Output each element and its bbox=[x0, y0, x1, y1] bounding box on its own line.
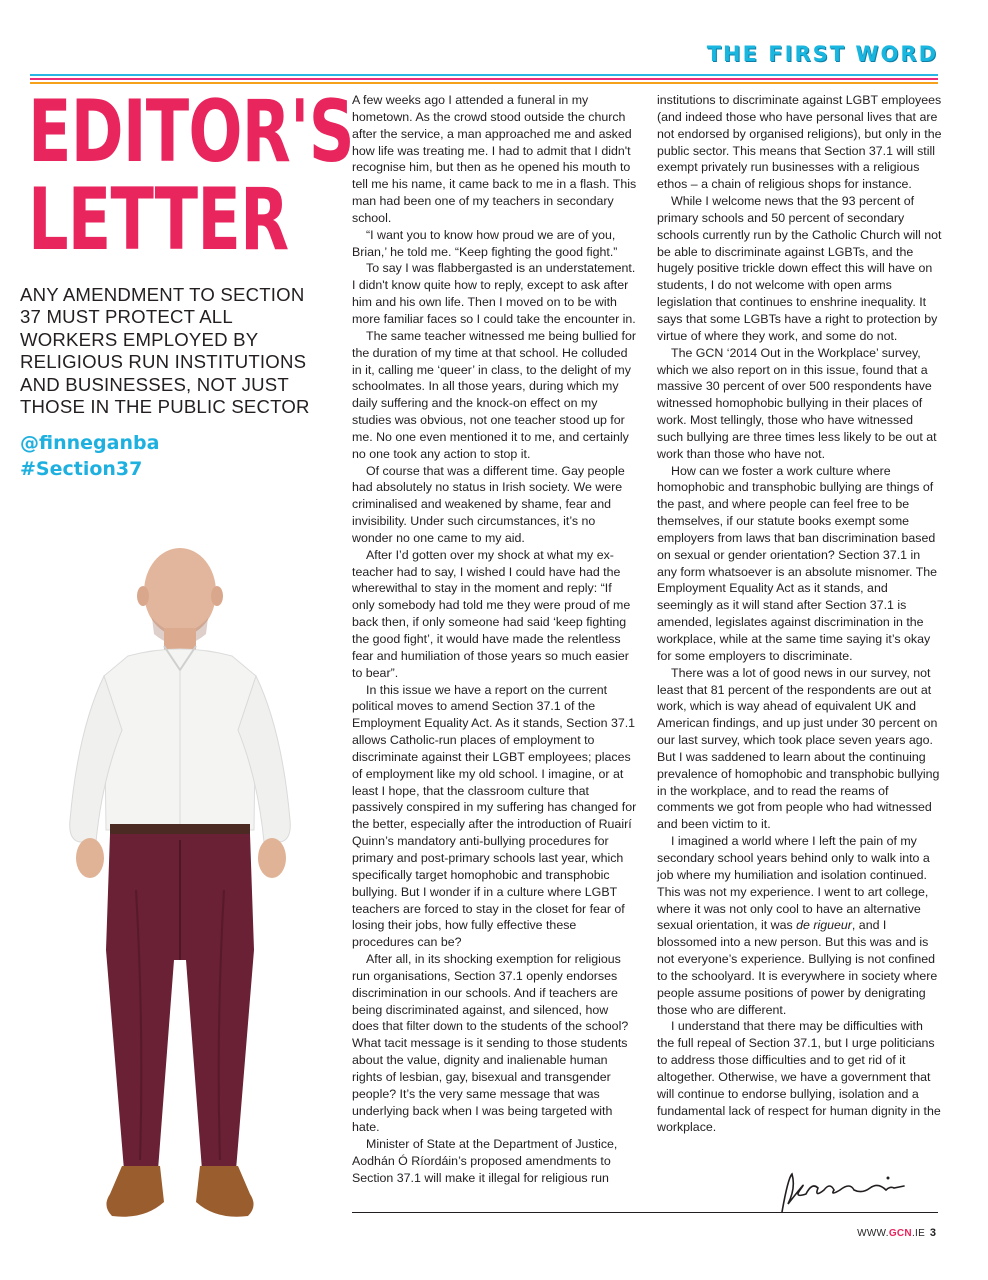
page-footer bbox=[857, 1227, 936, 1239]
title-line-1: EDITOR'S bbox=[28, 82, 354, 182]
article-paragraph: A few weeks ago I attended a funeral in my hometown. As the crowd stood outside the church after the service, a man approached me and asked how life was treating me. I had to admit that I didn't recognise him, but then as he opened his mouth to tell me his name, it came back to me in a flash. This man had been one of my teachers in secondary school. bbox=[352, 93, 637, 225]
header-rule-blue bbox=[30, 74, 938, 76]
page-number: 3 bbox=[929, 1227, 936, 1239]
site-suffix: .IE bbox=[911, 1228, 926, 1239]
standfirst: ANY AMENDMENT TO SECTION 37 MUST PROTECT ALL WORKERS EMPLOYED BY RELIGIOUS RUN INSTITUTIONS AND BUSINESSES, NOT JUST THOSE IN THE PUBLIC SECTOR bbox=[20, 284, 310, 418]
article-paragraph: How can we foster a work culture where homophobic and transphobic bullying are things of the past, and where people can feel free to be themselves, if our statute books exempt some employers from laws that ban discrimination based on sexual or gender orientation? Section 37.1 in any form whatsoever is an absolute misnomer. The Employment Equality Act as it stands, and seemingly as it will stand after Section 37.1 is amended, legislates against discrimination in the workplace, while at the same time saying it’s okay for some employers to discriminate. bbox=[657, 463, 938, 663]
article-body bbox=[352, 92, 942, 1200]
site-brand: GCN bbox=[888, 1228, 912, 1239]
editor-photo bbox=[40, 530, 320, 1265]
article-paragraph: Minister of State at the Department of Justice, Aodhán Ó Ríordáin’s proposed amendments to Section 37.1 will make it illegal for religious run institutions to discriminate against LGBT employees (and indeed those who have personal lives that are not endorsed by organised religions), but only in the public sector. This means that Section 37.1 will still exempt privately run businesses with a religious ethos – a chain of religious shops for instance. bbox=[352, 93, 942, 1185]
article-paragraph: In this issue we have a report on the current political moves to amend Section 37.1 of the Employment Equality Act. As it stands, Section 37.1 allows Catholic-run places of employment to discriminate against their LGBT employees; places of employment like my old school. I imagine, or at least I hope, that the classroom culture that passively conspired in my suffering has changed for the better, especially after the introduction of Ruairí Quinn’s mandatory anti-bullying procedures for primary and post-primary schools last year, which specifically target homophobic and transphobic bullying. But I wonder if in a culture where LGBT teachers are forced to stay in the closet for fear of losing their jobs, how fully effective these procedures can be? bbox=[352, 682, 637, 950]
article-paragraph: I understand that there may be difficulties with the full repeal of Section 37.1, but I urge politicians to address those difficulties and to get rid of it altogether. Otherwise, we have a government that will continue to endorse bullying, isolation and a fundamental lack of respect for human dignity in the workplace. bbox=[657, 1019, 941, 1135]
section-label: THE FIRST WORD bbox=[706, 42, 938, 66]
title-line-2: LETTER bbox=[28, 170, 289, 270]
paragraph-text: I imagined a world where I left the pain of my secondary school years behind only to walk into a job where my humiliation and isolation continued. This was not my experience. I went to art college, where it was not only cool to have an alternative sexual orientation, it was bbox=[657, 834, 930, 933]
site-url bbox=[857, 1228, 925, 1239]
footer-rule bbox=[352, 1212, 938, 1213]
article-paragraph: There was a lot of good news in our survey, not least that 81 percent of the respondents are out at work, which is way ahead of equivalent UK and American findings, and up just under 30 percent on our last survey, which took place seven years ago. But I was saddened to learn about the continuing prevalence of homophobic and transphobic bullying in the workplace, and to read the reams of comments we got from people who had witnessed and been victim to it. bbox=[657, 665, 940, 832]
twitter-handle-link[interactable]: @finneganba bbox=[20, 432, 160, 454]
article-paragraph: “I want you to know how proud we are of you, Brian,’ he told me. “Keep fighting the good fight.” bbox=[352, 227, 618, 259]
editor-signature bbox=[770, 1168, 930, 1218]
article-paragraph bbox=[657, 833, 942, 1018]
article-paragraph: After all, in its shocking exemption for religious run organisations, Section 37.1 openly endorses discrimination in our schools. And if teachers are being discriminated against, and silenced, how does that filter down to the students of the school? What tacit message is it sending to those students about the value, dignity and inalienable human rights of lesbian, gay, bisexual and transgender people? It’s the very same message that was underlying back when I was being targeted with hate. bbox=[352, 952, 629, 1135]
page-title bbox=[28, 82, 354, 270]
hashtag-link[interactable]: #Section37 bbox=[20, 458, 143, 480]
article-paragraph: While I welcome news that the 93 percent of primary schools and 50 percent of secondary schools currently run by the Catholic Church will not be able to discriminate against LGBTs, and the hugely positive trickle down effect this will have on students, I do not welcome with open arms legislation that continues to enshrine inequality. It says that some LGBTs have a right to protection by virtue of where they work, and some do not. bbox=[657, 194, 942, 343]
article-paragraph: To say I was flabbergasted is an understatement. I didn't know quite how to reply, except to ask after him and his own life. Then I moved on to be with more familiar faces so I could take the encounter in. bbox=[352, 261, 636, 326]
article-paragraph: The GCN ‘2014 Out in the Workplace’ survey, which we also report on in this issue, found that a massive 30 percent of over 500 respondents have witnessed homophobic bullying in their places of work. Most tellingly, those who have witnessed such bullying are three times less likely to be out at work than those who have not. bbox=[657, 345, 937, 461]
article-paragraph: After I’d gotten over my shock at what my ex-teacher had to say, I wished I could have had the wherewithal to stay in the moment and reply: “If only somebody had told me they were proud of me back then, if only someone had said ‘keep fighting the good fight’, it would have made the relentless fear and humiliation of those years so much easier to bear”. bbox=[352, 547, 631, 680]
italic-phrase: de rigueur bbox=[796, 918, 852, 933]
article-paragraph: The same teacher witnessed me being bullied for the duration of my time at that school. He colluded in it, calling me ‘queer’ in class, to the delight of my schoolmates. In all those years, during which my daily suffering and the knock-on effect on my studies was obvious, not one teacher stood up for me. No one even mentioned it to me, and certainly no one took any action to stop it. bbox=[352, 328, 636, 461]
paragraph-text-cont: , and I blossomed into a new person. But this was and is not everyone’s experience. Bullying is not confined to the schoolyard. It is everywhere in society where people assume positions of power by denigrating those who are different. bbox=[657, 918, 938, 1017]
article-paragraph: Of course that was a different time. Gay people had absolutely no status in Irish society. We were criminalised and weakened by shame, fear and invisibility. Under such circumstances, it’s no wonder no one came to my aid. bbox=[352, 463, 625, 545]
header-rule-pink bbox=[30, 78, 938, 80]
site-prefix: WWW. bbox=[857, 1228, 889, 1239]
